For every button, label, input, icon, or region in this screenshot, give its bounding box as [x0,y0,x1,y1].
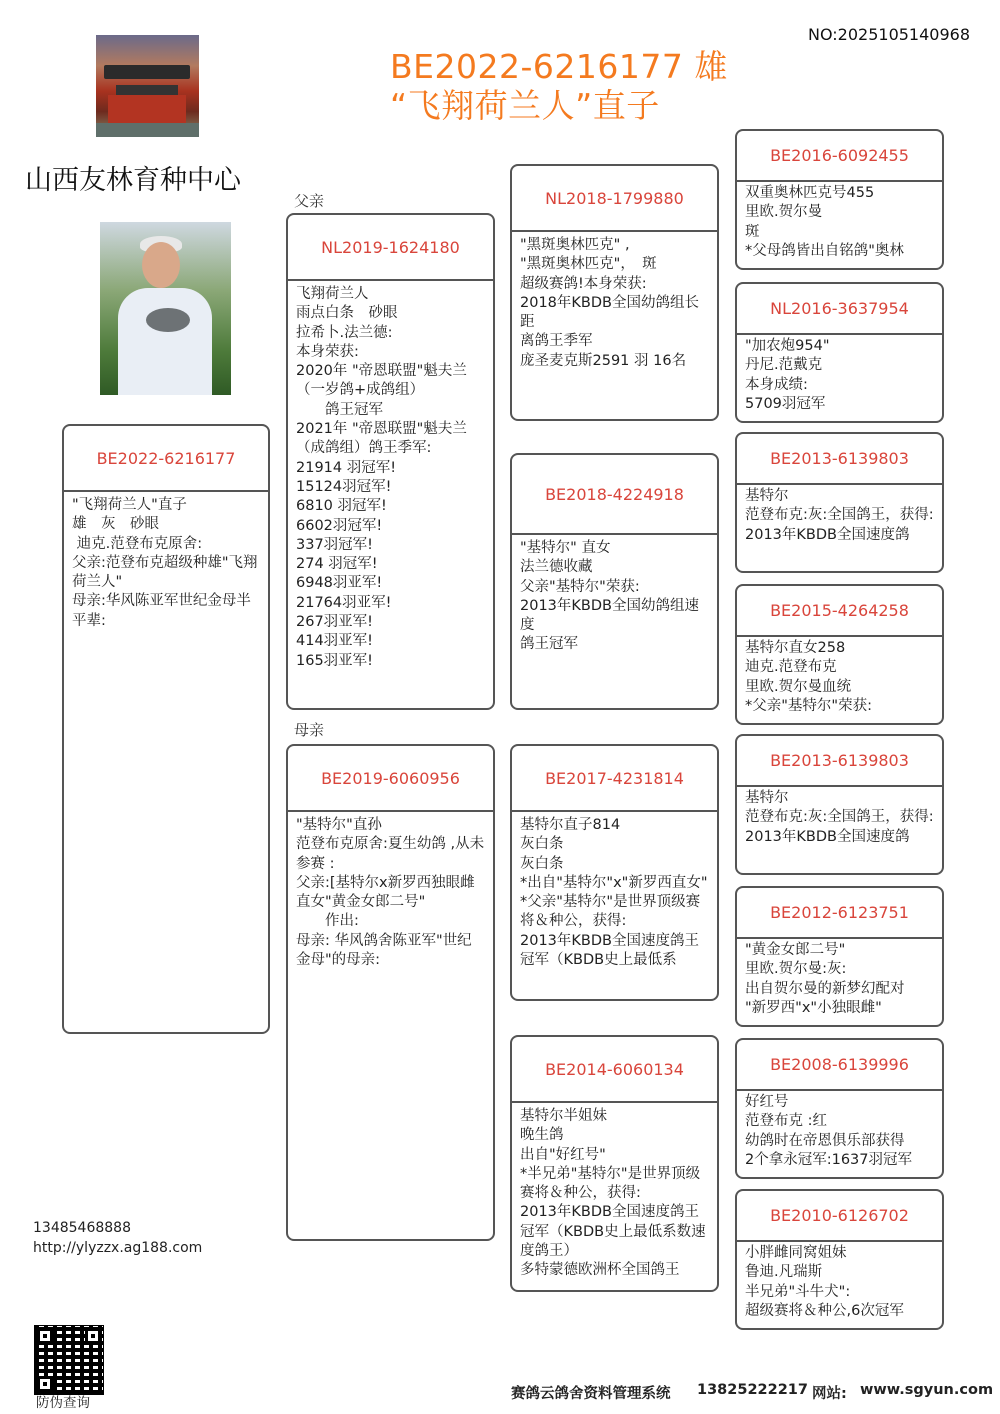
detail-line: 15124羽冠军! [296,478,392,495]
card-details [737,787,942,851]
card-details [737,1091,942,1174]
detail-line: 飞翔荷兰人 [296,286,369,302]
ggp-card-6 [735,886,944,1027]
detail-line: 基特尔直子814 [520,817,621,833]
detail-line: "黄金女郎二号" [745,942,846,958]
detail-line: *父亲"基特尔"荣获: [745,697,872,714]
card-details [64,492,268,635]
detail-line: 母亲:华风陈亚军世纪金母半平辈: [72,593,251,629]
ring-number: BE2013-6139803 [737,434,942,485]
detail-line: 多特蒙德欧洲杯全国鸽王 [520,1262,680,1279]
doc-number: NO:2025105140968 [808,25,971,44]
card-details [737,1242,942,1325]
card-details [512,1103,717,1285]
breeder-photo [100,222,231,395]
detail-line: 274 羽冠军! [296,556,378,573]
detail-line: 基特尔直女258 [745,640,846,656]
detail-line: 414羽亚军! [296,633,373,650]
detail-line: 21764羽亚军! [296,594,392,611]
card-details [737,335,942,418]
detail-line: 雨点白条 砂眼 [296,305,398,322]
ggp-card-7 [735,1038,944,1179]
detail-line: 超级赛鸽!本身荣获: [520,275,647,292]
detail-line: 2020年 "帝恩联盟"魁夫兰（一岁鸽+成鸽组） [296,363,467,399]
detail-line: 里欧.贺尔曼:灰: [745,961,847,978]
detail-line: 鲁迪.凡瑞斯 [745,1264,823,1281]
detail-line: 母亲: 华风鸽舍陈亚军"世纪金母"的母亲: [296,932,472,969]
ggp-card-1 [735,129,944,270]
subject-card [62,424,270,1034]
detail-line: 2个拿永冠军:1637羽冠军 [745,1151,913,1168]
detail-line: 离鸽王季军 [520,333,593,350]
detail-line: 范登布克原舍:夏生幼鸽 ,从未参赛 : [296,836,485,872]
palace-photo [96,35,199,137]
detail-line: 父亲"基特尔"荣获: [520,578,640,595]
sire-dam-card [510,453,719,710]
ring-number: BE2014-6060134 [512,1037,717,1103]
detail-line: 里欧.贺尔曼血统 [745,678,852,695]
ring-number: BE2012-6123751 [737,888,942,939]
detail-line: *出自"基特尔"x"新罗西直女" [520,874,708,891]
detail-line: 父亲:[基特尔x新罗西独眼雌直女"黄金女郎二号" [296,874,475,911]
detail-line: 2018年KBDB全国幼鸽组长距 [520,294,699,331]
detail-line: "基特尔" 直女 [520,540,611,556]
ggp-card-2 [735,282,944,423]
detail-line: "黑斑奥林匹克" , [520,237,630,253]
detail-line: 6948羽亚军! [296,575,383,592]
detail-line: 里欧.贺尔曼 [745,204,823,221]
detail-line: 267羽亚军! [296,614,373,631]
qr-caption: 防伪查询 [36,1395,90,1411]
detail-line: 基特尔半姐妹 [520,1108,607,1124]
detail-line: "黑斑奥林匹克"， 斑 [520,256,657,273]
detail-line: 超级赛将＆种公,6次冠军 [745,1302,904,1319]
detail-line: 6602羽冠军! [296,517,383,534]
dam-card [286,744,495,1241]
detail-line: 斑 [745,223,760,240]
detail-line: *半兄弟"基特尔"是世界顶级赛将＆种公，获得: [520,1165,701,1202]
sire-card [286,213,495,710]
ring-number: BE2010-6126702 [737,1191,942,1242]
ring-number: NL2018-1799880 [512,166,717,232]
contact-url[interactable]: http://ylyzzx.ag188.com [33,1240,203,1256]
detail-line: 父亲:范登布克超级种雄"飞翔荷兰人" [72,554,258,591]
footer-site-label: 网站: [812,1386,847,1402]
detail-line: 2013年KBDB全国速度鸽 [745,828,910,845]
ggp-card-5 [735,734,944,875]
card-details [512,535,717,659]
detail-line: 2013年KBDB全国速度鸽王冠军（KBDB史上最低系数速度鸽王） [520,1204,706,1260]
contact-phone: 13485468888 [33,1220,131,1236]
detail-line: 丹尼.范戴克 [745,357,823,374]
ring-number: BE2013-6139803 [737,736,942,787]
ggp-card-4 [735,584,944,725]
card-details [737,637,942,720]
detail-line: 2021年 "帝恩联盟"魁夫兰（成鸽组）鸽王季军: [296,421,467,457]
detail-line: 作出: [296,913,359,930]
detail-line: 双重奥林匹克号455 [745,185,875,201]
org-name: 山西友林育种中心 [25,165,241,196]
pedigree-title-line2: “飞翔荷兰人”直子 [390,86,660,125]
detail-line: 范登布克:灰:全国鸽王，获得: [745,507,934,524]
detail-line: 2013年KBDB全国速度鸽 [745,526,910,543]
qr-code-icon[interactable] [34,1325,104,1395]
detail-line: 鸽王冠军 [296,401,383,418]
card-details [288,281,493,675]
ring-number: BE2008-6139996 [737,1040,942,1091]
detail-line: 迪克.范登布克 [745,659,837,676]
detail-line: 165羽亚军! [296,652,373,669]
detail-line: 幼鸽时在帝恩俱乐部获得 [745,1132,905,1149]
detail-line: 灰白条 [520,855,564,872]
ring-number: BE2015-4264258 [737,586,942,637]
detail-line: 鸽王冠军 [520,636,578,653]
dam-sire-card [510,744,719,1001]
detail-line: 基特尔 [745,790,789,806]
ring-number: BE2019-6060956 [288,746,493,812]
detail-line: 21914 羽冠军! [296,459,397,476]
ggp-card-3 [735,432,944,573]
ring-number: BE2022-6216177 [64,426,268,492]
detail-line: 本身成绩: [745,376,808,393]
ring-number: BE2018-4224918 [512,455,717,535]
detail-line: 灰白条 [520,836,564,853]
detail-line: "加农炮954" [745,338,830,354]
footer-phone: 13825222217 [697,1382,808,1398]
ring-number: BE2017-4231814 [512,746,717,812]
pedigree-title-line1: BE2022-6216177 雄 [390,47,728,86]
sire-sire-card [510,164,719,421]
card-details [737,485,942,549]
detail-line: 基特尔 [745,488,789,504]
detail-line: 5709羽冠军 [745,395,826,412]
detail-line: 2013年KBDB全国速度鸽王冠军（KBDB史上最低系 [520,932,699,969]
detail-line: 范登布克 :红 [745,1113,827,1130]
card-details [512,232,717,375]
detail-line: 本身荣获: [296,343,359,360]
detail-line: 出自贺尔曼的新梦幻配对 [745,980,905,997]
detail-line: 范登布克:灰:全国鸽王，获得: [745,809,934,826]
card-details [737,939,942,1022]
detail-line: *父母鸽皆出自铭鸽"奥林 [745,242,904,259]
detail-line: "基特尔"直孙 [296,817,382,833]
detail-line: 2013年KBDB全国幼鸽组速度 [520,597,699,634]
detail-line: 法兰德收藏 [520,559,593,576]
ring-number: BE2016-6092455 [737,131,942,182]
card-details [737,182,942,265]
card-details [512,812,717,974]
ggp-card-8 [735,1189,944,1330]
footer-system-name: 赛鸽云鸽舍资料管理系统 [511,1386,671,1402]
detail-line: 雄 灰 砂眼 [72,516,159,533]
detail-line: 庞圣麦克斯2591 羽 16名 [520,352,687,369]
detail-line: *父亲"基特尔"是世界顶级赛将＆种公，获得: [520,894,701,930]
detail-line: 337羽冠军! [296,536,373,553]
detail-line: "新罗西"x"小独眼雌" [745,999,882,1016]
mother-label: 母亲 [294,721,325,739]
detail-line: 出自"好红号" [520,1146,606,1163]
detail-line: "飞翔荷兰人"直子 [72,497,187,513]
detail-line: 6810 羽冠军! [296,498,387,515]
detail-line: 拉希卜.法兰德: [296,324,393,341]
detail-line: 半兄弟"斗牛犬": [745,1283,851,1300]
father-label: 父亲 [294,192,325,210]
detail-line: 迪克.范登布克原舍: [72,535,203,552]
dam-dam-card [510,1035,719,1292]
detail-line: 好红号 [745,1094,789,1110]
footer-site[interactable]: www.sgyun.com [860,1382,994,1398]
ring-number: NL2016-3637954 [737,284,942,335]
detail-line: 晚生鸽 [520,1127,564,1144]
detail-line: 小胖雌同窝姐妹 [745,1245,847,1261]
card-details [288,812,493,974]
ring-number: NL2019-1624180 [288,215,493,281]
